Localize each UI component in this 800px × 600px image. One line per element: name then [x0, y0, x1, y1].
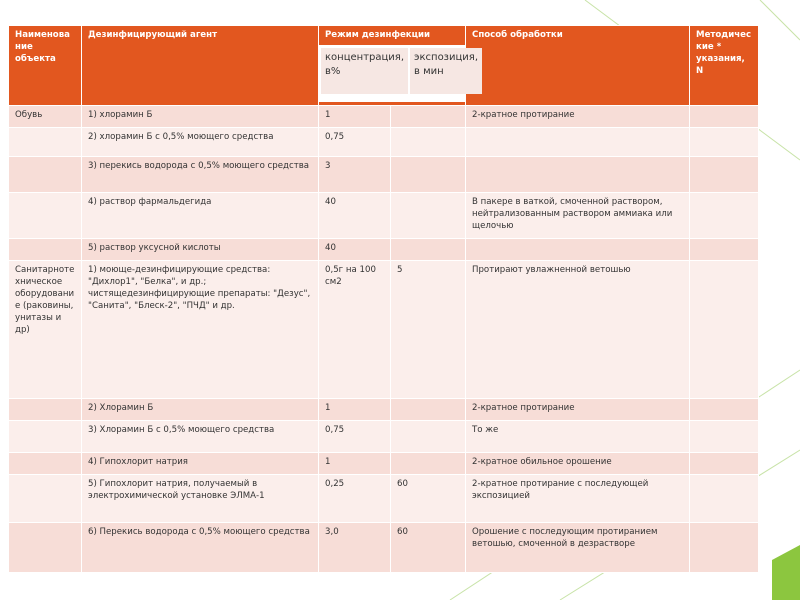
table-row [9, 193, 759, 239]
cell-concentration: 0,75 [319, 128, 391, 157]
cell-concentration: 40 [319, 193, 391, 239]
cell-concentration: 3 [319, 157, 391, 193]
cell-exposure [391, 157, 466, 193]
cell-method: В пакере в ваткой, смоченной раствором, нейтрализованным раствором аммиака или щелочью [466, 193, 690, 239]
header-agent: Дезинфицирующий агент [82, 26, 319, 106]
cell-guidelines [690, 475, 759, 523]
table-row [9, 261, 759, 399]
table-row [9, 157, 759, 193]
cell-agent: 4) Гипохлорит натрия [82, 453, 319, 475]
cell-guidelines [690, 128, 759, 157]
cell-method: То же [466, 421, 690, 453]
cell-guidelines [690, 453, 759, 475]
cell-method [466, 239, 690, 261]
cell-method: Протирают увлажненной ветошью [466, 261, 690, 399]
header-guidelines: Методические * указания, N [690, 26, 759, 106]
cell-agent: 2) хлорамин Б с 0,5% моющего средства [82, 128, 319, 157]
cell-concentration: 1 [319, 453, 391, 475]
cell-concentration: 0,75 [319, 421, 391, 453]
cell-guidelines [690, 261, 759, 399]
cell-exposure [391, 399, 466, 421]
cell-object [9, 239, 82, 261]
cell-exposure [391, 128, 466, 157]
cell-method: 2-кратное протирание с последующей экспозицией [466, 475, 690, 523]
cell-object [9, 523, 82, 573]
cell-guidelines [690, 399, 759, 421]
cell-method: 2-кратное протирание [466, 106, 690, 128]
cell-agent: 3) Хлорамин Б с 0,5% моющего средства [82, 421, 319, 453]
cell-concentration: 1 [319, 106, 391, 128]
cell-concentration: 0,5г на 100 см2 [319, 261, 391, 399]
cell-concentration: 3,0 [319, 523, 391, 573]
table-row [9, 421, 759, 453]
cell-exposure [391, 453, 466, 475]
cell-object [9, 421, 82, 453]
cell-object [9, 128, 82, 157]
cell-method: 2-кратное протирание [466, 399, 690, 421]
cell-exposure: 5 [391, 261, 466, 399]
cell-concentration: 40 [319, 239, 391, 261]
cell-exposure [391, 421, 466, 453]
cell-object: Обувь [9, 106, 82, 128]
cell-exposure: 60 [391, 523, 466, 573]
cell-method [466, 128, 690, 157]
cell-object: Санитарнотехническое оборудование (раковины, унитазы и др) [9, 261, 82, 399]
cell-agent: 6) Перекись водорода с 0,5% моющего средства [82, 523, 319, 573]
cell-exposure [391, 106, 466, 128]
mode-subheader [319, 46, 478, 106]
subheader-exposure: экспозиция, в мин [410, 48, 482, 94]
cell-object [9, 193, 82, 239]
cell-agent: 1) моюще-дезинфицирующие средства: "Дихлор1", "Белка", и др.; чистящедезинфицирующие препараты: "Дезус", "Санита", "Блеск-2", "ПЧД" и др. [82, 261, 319, 399]
cell-exposure [391, 193, 466, 239]
cell-agent: 3) перекись водорода с 0,5% моющего средства [82, 157, 319, 193]
cell-object [9, 453, 82, 475]
table-row [9, 475, 759, 523]
cell-object [9, 475, 82, 523]
cell-object [9, 399, 82, 421]
cell-guidelines [690, 239, 759, 261]
cell-exposure: 60 [391, 475, 466, 523]
subheader-concentration: концентрация, в% [321, 48, 408, 94]
disinfection-table-container [8, 25, 758, 573]
cell-exposure [391, 239, 466, 261]
cell-guidelines [690, 157, 759, 193]
table-row [9, 453, 759, 475]
header-object: Наименование объекта [9, 26, 82, 106]
cell-concentration: 0,25 [319, 475, 391, 523]
disinfection-table [8, 25, 759, 573]
cell-agent: 2) Хлорамин Б [82, 399, 319, 421]
table-row [9, 523, 759, 573]
cell-agent: 5) раствор уксусной кислоты [82, 239, 319, 261]
header-row [9, 26, 759, 46]
table-row [9, 106, 759, 128]
cell-guidelines [690, 421, 759, 453]
cell-method: 2-кратное обильное орошение [466, 453, 690, 475]
table-row [9, 128, 759, 157]
cell-concentration: 1 [319, 399, 391, 421]
cell-object [9, 157, 82, 193]
table-row [9, 239, 759, 261]
cell-guidelines [690, 106, 759, 128]
table-row [9, 399, 759, 421]
cell-method: Орошение с последующим протиранием ветошью, смоченной в дезрастворе [466, 523, 690, 573]
cell-agent: 5) Гипохлорит натрия, получаемый в электрохимической установке ЭЛМА-1 [82, 475, 319, 523]
cell-guidelines [690, 523, 759, 573]
header-mode: Режим дезинфекции [319, 26, 466, 46]
cell-guidelines [690, 193, 759, 239]
cell-agent: 1) хлорамин Б [82, 106, 319, 128]
header-method: Способ обработки [466, 26, 690, 106]
cell-agent: 4) раствор фармальдегида [82, 193, 319, 239]
cell-method [466, 157, 690, 193]
